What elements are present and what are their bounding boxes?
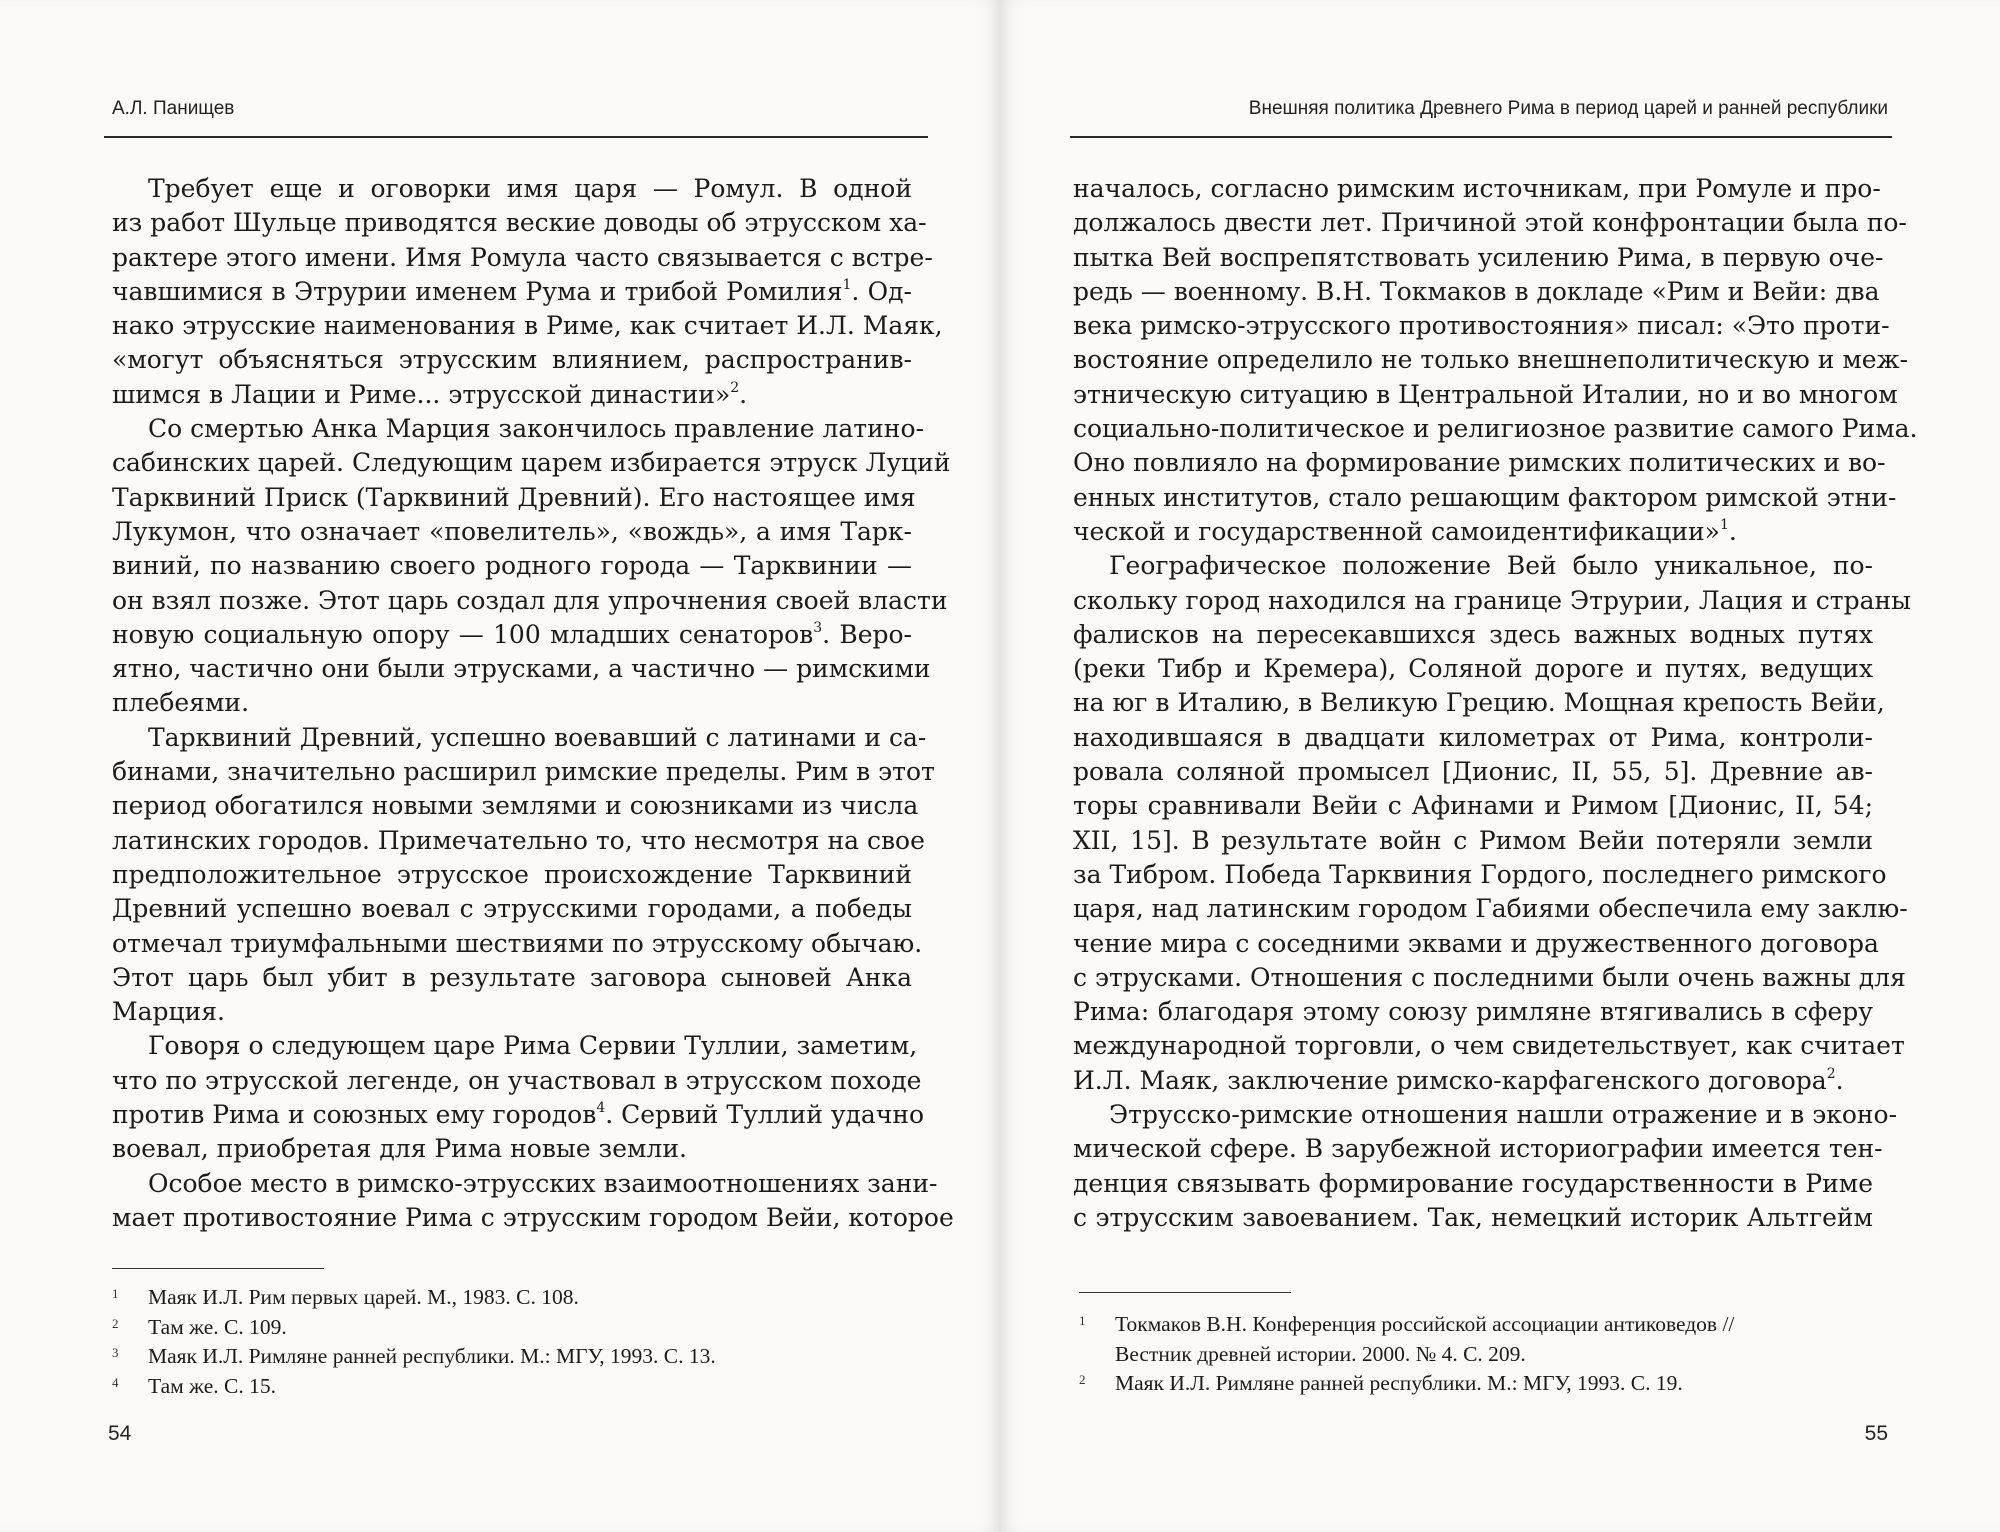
text-line-content: Рима: благодаря этому союзу римляне втягивались в сферу (1073, 997, 1873, 1027)
text-line-content: (реки Тибр и Кремера), Соляной дороге и путях, ведущих (1073, 654, 1873, 684)
text-line-content: с этрусками. Отношения с последними были очень важны для (1073, 962, 1906, 992)
text-line (112, 927, 923, 961)
footnote-text: Вестник древней истории. 2000. № 4. С. 209. (1115, 1341, 1526, 1366)
footnote-number (1079, 1340, 1115, 1370)
text-line-content: востояние определило не только внешнеполитическую и меж- (1073, 345, 1909, 375)
text-line-content: началось, согласно римским источникам, при Ромуле и про- (1073, 174, 1881, 203)
text-line (1073, 1201, 1873, 1235)
text-line-content: Лукумон, что означает «повелитель», «вождь», а имя Тарк- (112, 516, 912, 546)
text-line-content: редь — военному. В.Н. Токмаков в докладе «Рим и Вейи: два (1073, 276, 1880, 306)
text-line-content: он взял позже. Этот царь создал для упрочнения своей власти (112, 585, 948, 615)
text-line-content: Говоря о следующем царе Рима Сервии Туллии, заметим, (148, 1031, 918, 1061)
text-line (1073, 481, 1897, 515)
text-line-content: шимся в Лации и Риме... этрусской династии» (112, 379, 731, 409)
text-line (112, 241, 933, 275)
text-line-content: мической сфере. В зарубежной историографии имеется тен- (1073, 1134, 1883, 1164)
text-line-content: Древний успешно воевал с этрусскими городами, а победы (112, 894, 912, 924)
footnote-text: Там же. С. 109. (148, 1314, 287, 1339)
text-line (1073, 789, 1873, 823)
text-line-content: нако этрусские наименования в Риме, как считает И.Л. Маяк, (112, 311, 943, 341)
footnote-number: 1 (112, 1286, 119, 1301)
text-line (112, 412, 924, 446)
footnote (112, 1283, 912, 1313)
text-line-content: сабинских царей. Следующим царем избирается этруск Луций (112, 448, 951, 478)
text-line (112, 343, 912, 377)
text-line (112, 721, 927, 755)
text-line-content: Тарквиний Древний, успешно воевавший с латинами и са- (148, 722, 927, 752)
text-line (112, 1029, 918, 1063)
text-line-content: . Веро- (822, 619, 912, 649)
text-line-content: . Сервий Туллий удачно (605, 1100, 925, 1130)
text-line (1073, 755, 1873, 789)
footnotes (1079, 1310, 1879, 1399)
header-rule (104, 136, 928, 138)
text-line-content: мает противостояние Рима с этрусским городом Вейи, которое (112, 1202, 954, 1232)
text-line-content: ровала соляной промысел [Дионис, II, 55, 5]. Древние ав- (1073, 757, 1873, 787)
text-line-content: царя, над латинским городом Габиями обеспечила ему заклю- (1073, 894, 1908, 924)
text-line (1073, 1098, 1898, 1132)
footnote-text: Маяк И.Л. Римляне ранней республики. М.: МГУ, 1993. С. 19. (1115, 1371, 1683, 1395)
footnote-text: Маяк И.Л. Рим первых царей. М., 1983. С. 108. (148, 1285, 579, 1309)
text-line (1073, 686, 1885, 720)
text-line-content: ческой и государственной самоидентификации» (1073, 516, 1720, 546)
text-line-content: . Од- (851, 276, 913, 306)
text-line (112, 172, 912, 206)
footnote-separator (1079, 1292, 1291, 1293)
text-line (1073, 412, 1918, 446)
text-line-content: И.Л. Маяк, заключение римско-карфагенского договора (1073, 1065, 1827, 1095)
text-line-content: XII, 15]. В результате войн с Римом Вейи потеряли земли (1073, 825, 1873, 855)
footnote-ref: 2 (1826, 1065, 1836, 1082)
text-line-content: за Тибром. Победа Тарквиния Гордого, последнего римского (1073, 859, 1887, 889)
text-line-content: денция связывать формирование государственности в Риме (1073, 1168, 1873, 1198)
footnote (1079, 1369, 1879, 1399)
footnote-number: 3 (112, 1345, 119, 1360)
text-line (112, 892, 912, 926)
text-line-content: новую социальную опору — 100 младших сенаторов (112, 619, 814, 649)
text-line (1073, 618, 1873, 652)
footnote-separator (112, 1268, 324, 1269)
text-line (1073, 241, 1884, 275)
text-line (1073, 206, 1907, 240)
footnote-ref: 1 (1719, 516, 1729, 533)
text-line (1073, 961, 1906, 995)
text-line (112, 789, 919, 823)
page-number: 55 (1864, 1422, 1888, 1445)
text-line (1073, 549, 1873, 583)
text-line-content: Этот царь был убит в результате заговора сыновей Анка (112, 962, 912, 992)
text-line-content: из работ Шульце приводятся веские доводы об этрусском ха- (112, 208, 927, 238)
text-line (112, 961, 912, 995)
text-line (112, 584, 948, 618)
text-line (112, 1098, 925, 1132)
text-line-content: чение мира с соседними эквами и дружественного договора (1073, 928, 1879, 958)
text-line (1073, 995, 1873, 1029)
text-line (112, 618, 912, 652)
running-head-chapter: Внешняя политика Древнего Рима в период царей и ранней республики (1248, 98, 1888, 119)
text-line (112, 378, 912, 412)
text-line (1073, 858, 1887, 892)
text-line (1073, 892, 1908, 926)
text-line (1073, 1167, 1873, 1201)
text-line-content: отмечал триумфальными шествиями по этрусскому обычаю. (112, 928, 923, 958)
text-line (1073, 721, 1873, 755)
header-rule (1070, 136, 1892, 138)
text-line-content: века римско-этрусского противостояния» писал: «Это проти- (1073, 311, 1890, 341)
text-line-content: что по этрусской легенде, он участвовал в этрусском походе (112, 1065, 922, 1095)
footnotes (112, 1283, 912, 1401)
body-text (1073, 172, 1918, 1235)
footnote (112, 1342, 912, 1372)
footnote-ref: 1 (842, 276, 852, 293)
right-page (1000, 0, 2000, 1532)
footnote-text: Там же. С. 15. (148, 1373, 276, 1398)
text-line-content: международной торговли, о чем свидетельствует, как считает (1073, 1031, 1905, 1061)
footnote-text: Маяк И.Л. Римляне ранней республики. М.: МГУ, 1993. С. 13. (148, 1344, 716, 1368)
footnote (112, 1372, 912, 1402)
text-line (1073, 378, 1898, 412)
text-line (112, 549, 912, 583)
text-line-content: «могут объясняться этрусским влиянием, распространив- (112, 345, 912, 375)
footnote-number: 4 (112, 1374, 119, 1390)
text-line (1073, 584, 1912, 618)
text-line-content: Особое место в римско-этрусских взаимоотношениях зани- (148, 1168, 938, 1198)
text-line (112, 1167, 938, 1201)
text-line (112, 275, 912, 309)
footnote-number: 2 (112, 1315, 119, 1331)
text-line-content: Этрусско-римские отношения нашли отражение и в эконо- (1109, 1100, 1898, 1130)
text-line-content: с этрусским завоеванием. Так, немецкий историк Альтгейм (1073, 1202, 1873, 1232)
text-line-content: пытка Вей воспрепятствовать усилению Рима, в первую оче- (1073, 242, 1884, 272)
text-line (112, 824, 925, 858)
text-line-content: воевал, приобретая для Рима новые земли. (112, 1134, 687, 1164)
text-line-content: рактере этого имени. Имя Ромула часто связывается с встре- (112, 242, 933, 272)
text-line-content: Со смертью Анка Марция закончилось правление латино- (148, 414, 924, 444)
text-line-content: на юг в Италию, в Великую Грецию. Мощная крепость Вейи, (1073, 688, 1885, 718)
text-line (1073, 1132, 1883, 1166)
text-line (1073, 515, 1873, 549)
footnote-ref: 3 (813, 619, 823, 636)
page-number: 54 (108, 1422, 132, 1445)
text-line (112, 858, 912, 892)
text-line-content: виний, по названию своего родного города — Тарквинии — (112, 551, 912, 581)
text-line (1073, 172, 1881, 206)
text-line-content: Требует еще и оговорки имя царя — Ромул. В одной (148, 174, 912, 203)
text-line (112, 652, 931, 686)
text-line (112, 995, 912, 1029)
text-line (112, 515, 912, 549)
footnote (1079, 1340, 1879, 1370)
text-line-content: чавшимися в Этрурии именем Рума и трибой Ромилия (112, 276, 843, 306)
footnote (1079, 1310, 1879, 1340)
footnote-ref: 4 (596, 1100, 606, 1117)
text-line-content: . (739, 379, 748, 409)
running-head-author: А.Л. Панищев (112, 98, 235, 119)
body-text (112, 172, 954, 1235)
text-line-content: плебеями. (112, 688, 250, 718)
text-line-content: . (1728, 516, 1737, 546)
text-line (1073, 1029, 1905, 1063)
text-line (112, 755, 935, 789)
text-line-content: Оно повлияло на формирование римских политических и во- (1073, 448, 1886, 478)
text-line (112, 446, 951, 480)
footnote-ref: 2 (730, 379, 740, 396)
text-line (112, 686, 912, 720)
text-line-content: скольку город находился на границе Этрурии, Лация и страны (1073, 585, 1912, 615)
text-line-content: бинами, значительно расширил римские пределы. Рим в этот (112, 757, 935, 787)
text-line (1073, 446, 1886, 480)
text-line-content: находившаяся в двадцати километрах от Рима, контроли- (1073, 722, 1873, 752)
text-line-content: этническую ситуацию в Центральной Италии, но и во многом (1073, 379, 1898, 409)
text-line (112, 206, 927, 240)
text-line (1073, 275, 1880, 309)
footnote-number: 1 (1079, 1313, 1086, 1328)
text-line (1073, 343, 1909, 377)
text-line-content: против Рима и союзных ему городов (112, 1100, 597, 1130)
text-line (112, 1064, 922, 1098)
text-line (112, 1132, 912, 1166)
footnote (112, 1313, 912, 1343)
text-line (112, 481, 916, 515)
text-line (1073, 652, 1873, 686)
text-line-content: торы сравнивали Вейи с Афинами и Римом [Дионис, II, 54; (1073, 791, 1873, 821)
text-line-content: енных институтов, стало решающим фактором римской этни- (1073, 482, 1897, 512)
text-line-content: социально-политическое и религиозное развитие самого Рима. (1073, 414, 1918, 444)
text-line-content: период обогатился новыми землями и союзниками из числа (112, 791, 919, 821)
text-line-content: Тарквиний Приск (Тарквиний Древний). Его настоящее имя (112, 482, 916, 512)
text-line-content: фалисков на пересекавшихся здесь важных водных путях (1073, 619, 1873, 649)
text-line-content: Марция. (112, 997, 225, 1027)
text-line-content: должалось двести лет. Причиной этой конфронтации была по- (1073, 208, 1907, 238)
text-line-content: ятно, частично они были этрусками, а частично — римскими (112, 654, 931, 684)
text-line-content: Географическое положение Вей было уникальное, по- (1109, 551, 1873, 581)
footnote-number: 2 (1079, 1372, 1086, 1387)
text-line-content: . (1835, 1065, 1844, 1095)
text-line-content: латинских городов. Примечательно то, что несмотря на свое (112, 825, 925, 855)
text-line-content: предположительное этрусское происхождение Тарквиний (112, 859, 912, 889)
footnote-text: Токмаков В.Н. Конференция российской ассоциации антиковедов // (1115, 1312, 1735, 1336)
text-line (1073, 927, 1879, 961)
text-line (1073, 1064, 1873, 1098)
text-line (112, 309, 943, 343)
text-line (1073, 824, 1873, 858)
text-line (112, 1201, 954, 1235)
text-line (1073, 309, 1890, 343)
